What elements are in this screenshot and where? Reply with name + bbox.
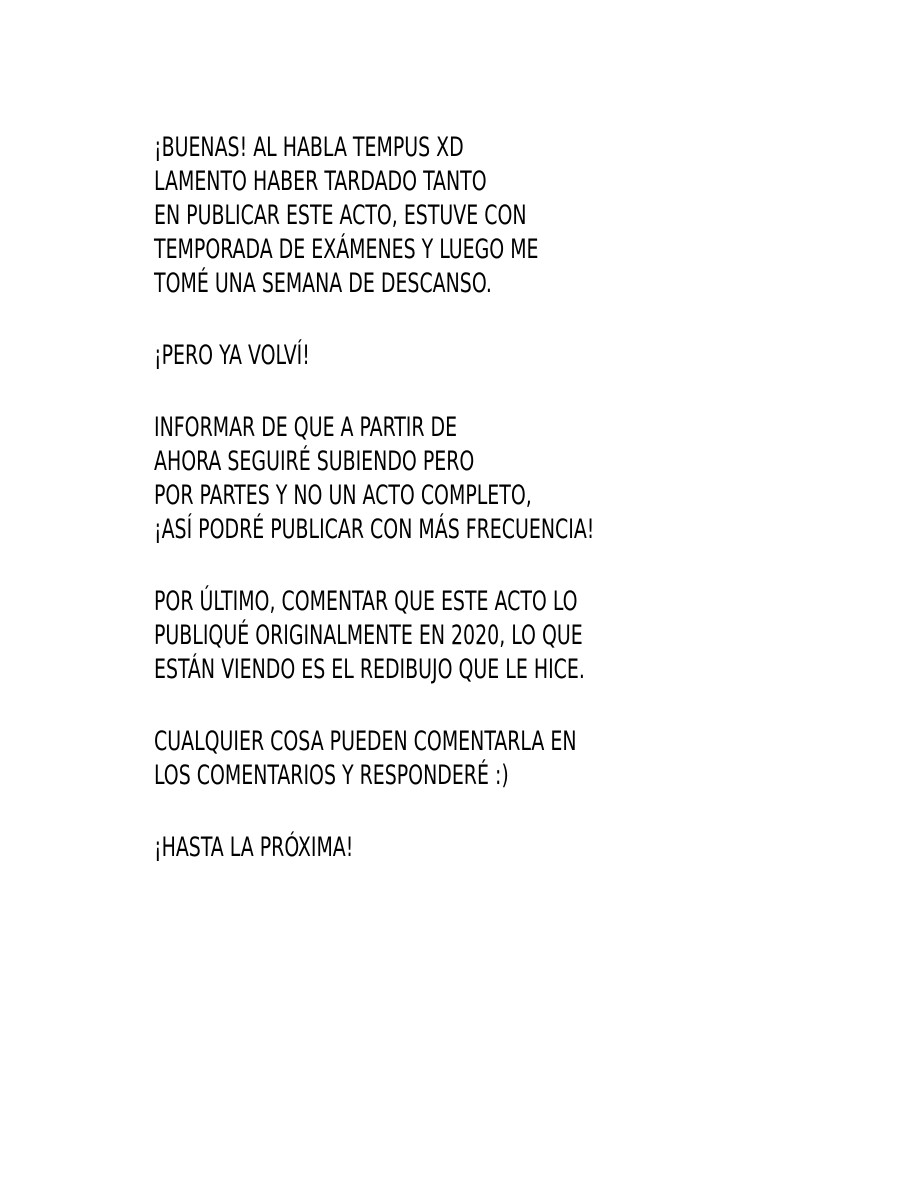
text-line: PUBLIQUÉ ORIGINALMENTE EN 2020, LO QUE	[154, 620, 583, 651]
paragraph-announcement	[154, 411, 874, 547]
paragraph-return	[154, 339, 874, 373]
text-line: TOMÉ UNA SEMANA DE DESCANSO.	[154, 268, 492, 299]
text-line: EN PUBLICAR ESTE ACTO, ESTUVE CON	[154, 200, 527, 231]
text-line: ¡PERO YA VOLVÍ!	[154, 340, 310, 371]
text-line: AHORA SEGUIRÉ SUBIENDO PERO	[154, 446, 475, 477]
paragraph-greeting	[154, 131, 874, 301]
text-line: LAMENTO HABER TARDADO TANTO	[154, 166, 487, 197]
text-line: POR ÚLTIMO, COMENTAR QUE ESTE ACTO LO	[154, 586, 578, 617]
text-line: INFORMAR DE QUE A PARTIR DE	[154, 412, 458, 443]
text-line: ESTÁN VIENDO ES EL REDIBUJO QUE LE HICE.	[154, 654, 585, 685]
message-text-block	[154, 131, 874, 903]
text-line: ¡BUENAS! AL HABLA TEMPUS XD	[154, 132, 464, 163]
text-line: ¡ASÍ PODRÉ PUBLICAR CON MÁS FRECUENCIA!	[154, 514, 595, 545]
text-line: TEMPORADA DE EXÁMENES Y LUEGO ME	[154, 234, 539, 265]
text-line: CUALQUIER COSA PUEDEN COMENTARLA EN	[154, 726, 577, 757]
paragraph-farewell	[154, 831, 874, 865]
text-line: ¡HASTA LA PRÓXIMA!	[154, 832, 354, 863]
text-line: POR PARTES Y NO UN ACTO COMPLETO,	[154, 480, 532, 511]
text-line: LOS COMENTARIOS Y RESPONDERÉ :)	[154, 760, 509, 791]
paragraph-redraw-note	[154, 585, 874, 687]
paragraph-comments	[154, 725, 874, 793]
